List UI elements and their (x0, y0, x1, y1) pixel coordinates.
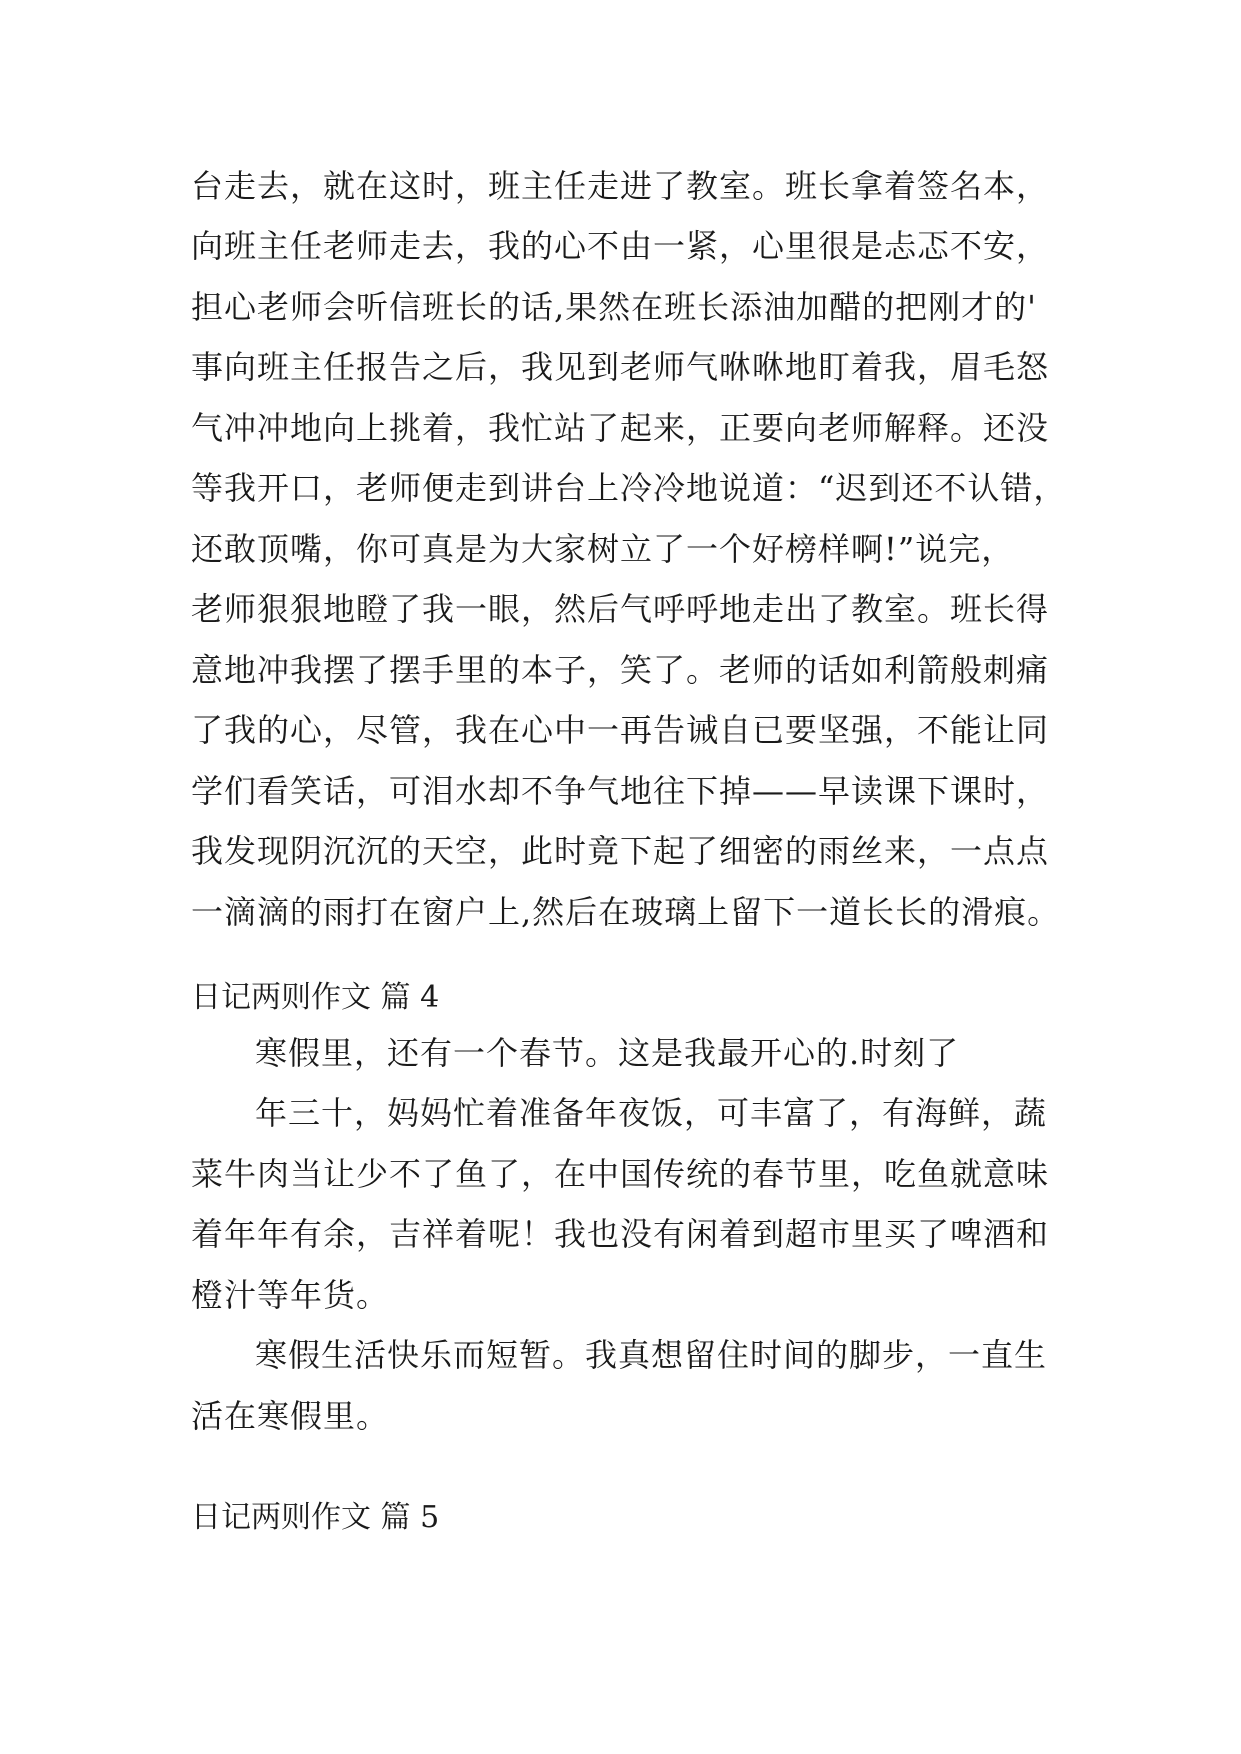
section-heading: 日记两则作文 篇 4 (191, 980, 440, 1015)
body-text-line: 事向班主任报告之后，我见到老师气咻咻地盯着我，眉毛怒 (191, 348, 1050, 386)
body-text-line: 活在寒假里。 (191, 1397, 390, 1435)
body-text-line: 等我开口，老师便走到讲台上冷冷地说道：“迟到还不认错， (191, 469, 1067, 507)
body-text-line: 老师狠狠地瞪了我一眼，然后气呼呼地走出了教室。班长得 (191, 590, 1050, 628)
body-text-line: 着年年有余，吉祥着呢！我也没有闲着到超市里买了啤酒和 (191, 1215, 1050, 1253)
body-text-line: 了我的心，尽管，我在心中一再告诫自已要坚强，不能让同 (191, 711, 1050, 749)
body-text-line: 还敢顶嘴，你可真是为大家树立了一个好榜样啊!”说完， (191, 530, 1015, 568)
body-text-line: 台走去，就在这时，班主任走进了教室。班长拿着签名本， (191, 167, 1050, 205)
body-text-line: 意地冲我摆了摆手里的本子，笑了。老师的话如利箭般刺痛 (191, 651, 1050, 689)
body-text-line: 寒假生活快乐而短暂。我真想留住时间的脚步，一直生 (255, 1336, 1048, 1374)
body-text-line: 我发现阴沉沉的天空，此时竟下起了细密的雨丝来，一点点 (191, 832, 1050, 870)
body-text-line: 年三十，妈妈忙着准备年夜饭，可丰富了，有海鲜，蔬 (255, 1094, 1048, 1132)
body-text-line: 一滴滴的雨打在窗户上,然后在玻璃上留下一道长长的滑痕。 (191, 893, 1061, 931)
body-text-line: 担心老师会听信班长的话,果然在班长添油加醋的把刚才的' (191, 288, 1037, 326)
body-text-line: 寒假里，还有一个春节。这是我最开心的.时刻了 (255, 1034, 960, 1072)
body-text-line: 橙汁等年货。 (191, 1276, 390, 1314)
body-text-line: 菜牛肉当让少不了鱼了，在中国传统的春节里，吃鱼就意味 (191, 1155, 1050, 1193)
section-heading: 日记两则作文 篇 5 (191, 1500, 440, 1535)
body-text-line: 气冲冲地向上挑着，我忙站了起来，正要向老师解释。还没 (191, 409, 1050, 447)
body-text-line: 向班主任老师走去，我的心不由一紧，心里很是忐忑不安， (191, 227, 1050, 265)
body-text-line: 学们看笑话，可泪水却不争气地往下掉——早读课下课时， (191, 772, 1050, 810)
